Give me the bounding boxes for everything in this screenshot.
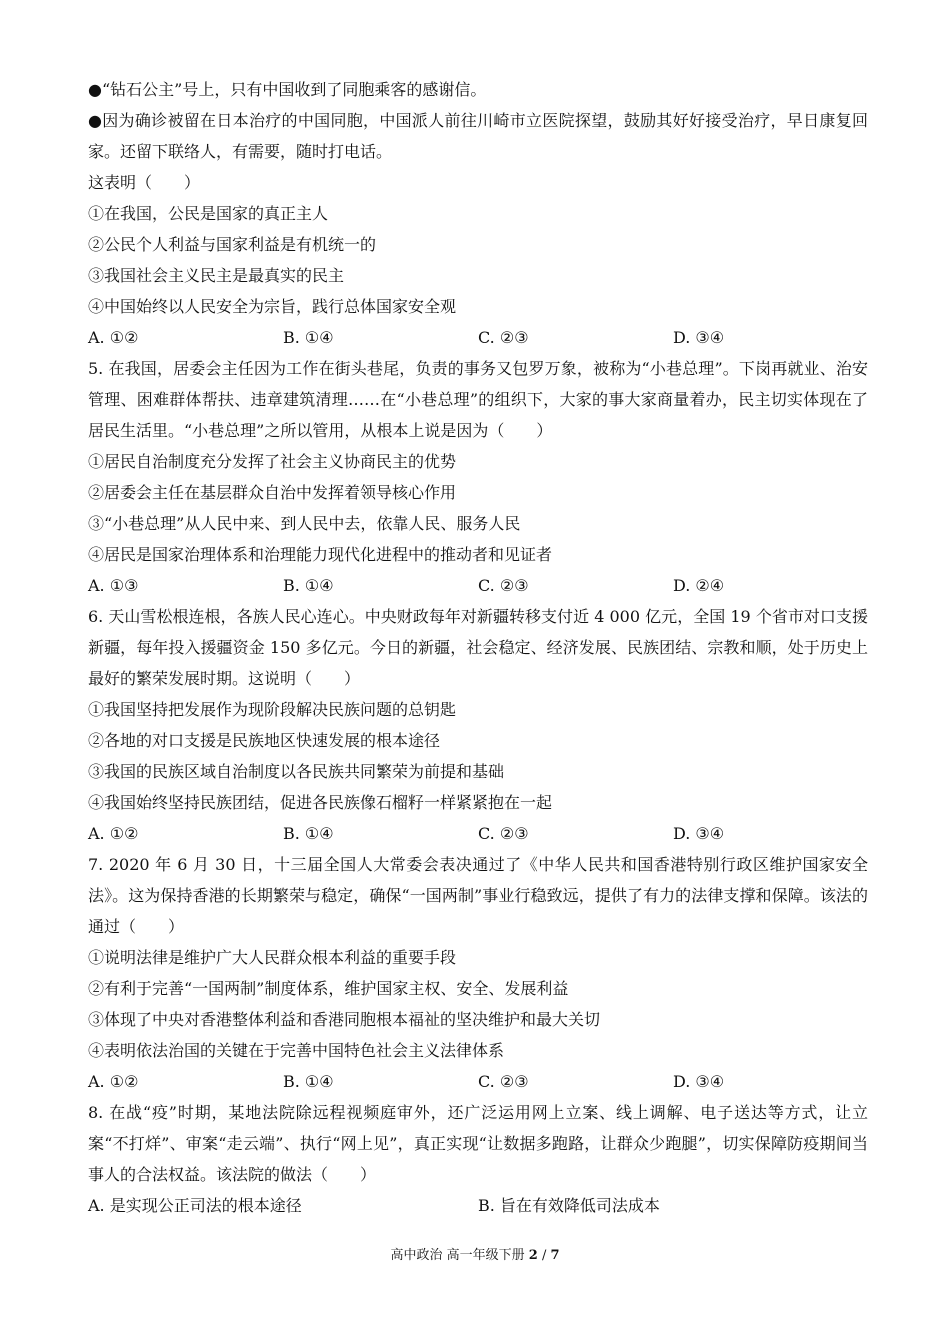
q5-item-2: ②居委会主任在基层群众自治中发挥着领导核心作用 (88, 483, 457, 502)
option-a[interactable]: A. ①② (88, 1072, 139, 1091)
intro-item-1: ①在我国，公民是国家的真正主人 (88, 204, 329, 223)
option-b[interactable]: B. ①④ (283, 824, 334, 843)
intro-stem: 这表明（ ） (88, 173, 201, 192)
option-a[interactable]: A. ①② (88, 824, 139, 843)
q5-stem: 5. 在我国，居委会主任因为工作在街头巷尾，负责的事务又包罗万象，被称为“小巷总理”。下岗再就业、治安管理、困难群体帮扶、违章建筑清理……在“小巷总理”的组织下，大家的事大家商量着办，民主切实体现在了居民生活里。“小巷总理”之所以管用，从根本上说是因为（ ） (88, 359, 868, 440)
option-c[interactable]: C. ②③ (478, 824, 529, 843)
intro-options (88, 322, 868, 353)
intro-bullet-1: ●“钻石公主”号上，只有中国收到了同胞乘客的感谢信。 (88, 80, 487, 99)
q6-item-3: ③我国的民族区域自治制度以各民族共同繁荣为前提和基础 (88, 762, 505, 781)
page-content (88, 74, 868, 1221)
q7-item-1: ①说明法律是维护广大人民群众根本利益的重要手段 (88, 948, 457, 967)
q7-item-2: ②有利于完善“一国两制”制度体系，维护国家主权、安全、发展利益 (88, 979, 569, 998)
option-d[interactable]: D. ②④ (673, 576, 725, 595)
q7-options (88, 1066, 868, 1097)
q6-options (88, 818, 868, 849)
option-c[interactable]: C. ②③ (478, 328, 529, 347)
option-b[interactable]: B. ①④ (283, 1072, 334, 1091)
option-d[interactable]: D. ③④ (673, 328, 725, 347)
intro-item-4: ④中国始终以人民安全为宗旨，践行总体国家安全观 (88, 297, 457, 316)
q6-stem: 6. 天山雪松根连根，各族人民心连心。中央财政每年对新疆转移支付近 4 000 亿元，全国 19 个省市对口支援新疆，每年投入援疆资金 150 多亿元。今日的新疆，社会稳定、经济发展、民族团结、宗教和顺，处于历史上最好的繁荣发展时期。这说明（ ） (88, 607, 868, 688)
q7-item-3: ③体现了中央对香港整体利益和香港同胞根本福祉的坚决维护和最大关切 (88, 1010, 601, 1029)
option-a[interactable]: A. 是实现公正司法的根本途径 (88, 1196, 302, 1215)
footer-total-pages: 7 (550, 1248, 560, 1263)
option-b[interactable]: B. ①④ (283, 328, 334, 347)
option-d[interactable]: D. ③④ (673, 824, 725, 843)
option-b[interactable]: B. ①④ (283, 576, 334, 595)
q5-item-3: ③“小巷总理”从人民中来、到人民中去，依靠人民、服务人民 (88, 514, 521, 533)
q6-item-4: ④我国始终坚持民族团结，促进各民族像石榴籽一样紧紧抱在一起 (88, 793, 553, 812)
option-c[interactable]: C. ②③ (478, 576, 529, 595)
option-a[interactable]: A. ①③ (88, 576, 139, 595)
q7-item-4: ④表明依法治国的关键在于完善中国特色社会主义法律体系 (88, 1041, 505, 1060)
q6-item-1: ①我国坚持把发展作为现阶段解决民族问题的总钥匙 (88, 700, 457, 719)
option-b[interactable]: B. 旨在有效降低司法成本 (478, 1196, 660, 1215)
q7-stem: 7. 2020 年 6 月 30 日，十三届全国人大常委会表决通过了《中华人民共和国香港特别行政区维护国家安全法》。这为保持香港的长期繁荣与稳定，确保“一国两制”事业行稳致远，提供了有力的法律支撑和保障。该法的通过（ ） (88, 855, 868, 936)
intro-item-3: ③我国社会主义民主是最真实的民主 (88, 266, 345, 285)
intro-bullet-2: ●因为确诊被留在日本治疗的中国同胞，中国派人前往川崎市立医院探望，鼓励其好好接受治疗，早日康复回家。还留下联络人，有需要，随时打电话。 (88, 111, 868, 161)
page-footer (0, 1244, 950, 1263)
q6-item-2: ②各地的对口支援是民族地区快速发展的根本途径 (88, 731, 441, 750)
option-d[interactable]: D. ③④ (673, 1072, 725, 1091)
q5-item-1: ①居民自治制度充分发挥了社会主义协商民主的优势 (88, 452, 457, 471)
footer-separator: / (537, 1248, 551, 1263)
q8-stem: 8. 在战“疫”时期，某地法院除远程视频庭审外，还广泛运用网上立案、线上调解、电子送达等方式，让立案“不打烊”、审案“走云端”、执行“网上见”，真正实现“让数据多跑路，让群众少跑腿”，切实保障防疫期间当事人的合法权益。该法院的做法（ ） (88, 1103, 868, 1184)
q5-item-4: ④居民是国家治理体系和治理能力现代化进程中的推动者和见证者 (88, 545, 553, 564)
footer-subject: 高中政治 高一年级下册 (390, 1248, 525, 1263)
intro-item-2: ②公民个人利益与国家利益是有机统一的 (88, 235, 377, 254)
option-a[interactable]: A. ①② (88, 328, 139, 347)
q8-options (88, 1190, 868, 1221)
q5-options (88, 570, 868, 601)
option-c[interactable]: C. ②③ (478, 1072, 529, 1091)
footer-page-number: 2 (528, 1248, 538, 1263)
